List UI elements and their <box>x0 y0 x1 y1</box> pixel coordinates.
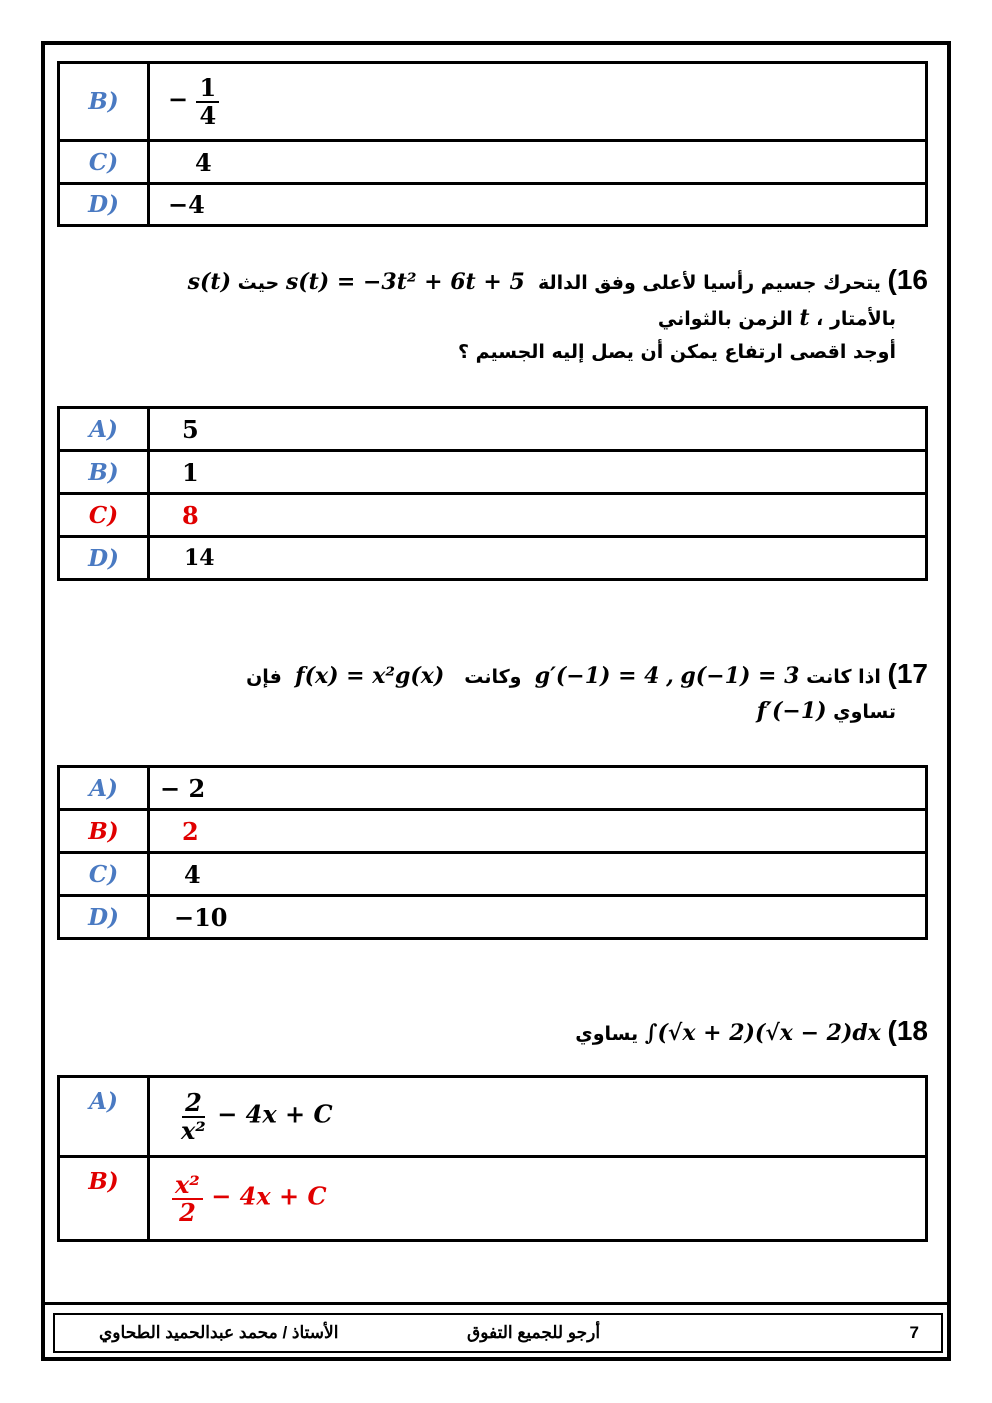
question-number: 17) <box>887 658 928 689</box>
option-row[interactable] <box>59 63 927 141</box>
option-row-correct[interactable] <box>59 1157 927 1241</box>
option-label: A) <box>59 408 149 451</box>
footer-wish: أرجو للجميع التفوق <box>467 1323 601 1342</box>
option-value: −4 <box>149 184 927 226</box>
option-value: −10 <box>149 896 927 939</box>
page-footer <box>41 1302 951 1363</box>
option-value: 4 <box>149 141 927 184</box>
option-value: $\frac{\text{x²}}{2}$ − 4x + C <box>149 1157 927 1241</box>
option-label: A) <box>59 767 149 810</box>
option-label: B) <box>59 1157 149 1241</box>
option-value: 14 <box>149 537 927 580</box>
option-value: 4 <box>149 853 927 896</box>
option-label: D) <box>59 184 149 226</box>
option-row[interactable] <box>59 1077 927 1157</box>
q16-line2: بالأمتار ، t الزمن بالثواني <box>657 305 896 331</box>
footer-teacher: الأستاذ / محمد عبدالحميد الطحاوي <box>99 1323 339 1342</box>
option-value: − 2 <box>149 767 927 810</box>
option-label: B) <box>59 451 149 494</box>
option-value: 8 <box>149 494 927 537</box>
option-row[interactable] <box>59 537 927 580</box>
option-row[interactable] <box>59 767 927 810</box>
option-row-correct[interactable] <box>59 810 927 853</box>
option-label: A) <box>59 1077 149 1157</box>
q17-options-table <box>57 765 928 940</box>
q15-options-table <box>57 61 928 227</box>
option-value: 5 <box>149 408 927 451</box>
option-label: C) <box>59 853 149 896</box>
option-row[interactable] <box>59 853 927 896</box>
q18-line1: 18) ∫(√x + 2)(√x − 2)dx يساوي <box>575 1015 928 1046</box>
q16-line1: 16) يتحرك جسيم رأسيا لأعلى وفق الدالة s(t) = −3t² + 6t + 5 حيث s(t) <box>187 264 928 295</box>
page-number: 7 <box>909 1323 919 1342</box>
option-label: B) <box>59 63 149 141</box>
option-row[interactable] <box>59 451 927 494</box>
option-row[interactable] <box>59 896 927 939</box>
option-label: C) <box>59 141 149 184</box>
option-label: D) <box>59 896 149 939</box>
option-value: 2 <box>149 810 927 853</box>
option-row[interactable] <box>59 184 927 226</box>
question-number: 18) <box>887 1015 928 1046</box>
option-value: $\frac{2}{\text{x²}}$ − 4x + C <box>149 1077 927 1157</box>
option-row[interactable] <box>59 408 927 451</box>
option-label: B) <box>59 810 149 853</box>
option-label: D) <box>59 537 149 580</box>
option-row[interactable] <box>59 141 927 184</box>
option-value: 1 <box>149 451 927 494</box>
option-label: C) <box>59 494 149 537</box>
q17-line2: تساوي f′(−1) <box>756 698 896 724</box>
question-number: 16) <box>887 264 928 295</box>
q16-options-table <box>57 406 928 581</box>
option-row-correct[interactable] <box>59 494 927 537</box>
q18-options-table <box>57 1075 928 1242</box>
q16-line3: أوجد اقصى ارتفاع يمكن أن يصل إليه الجسيم ؟ <box>457 341 896 363</box>
option-value: − $\frac{1}{4}$ <box>149 63 927 141</box>
q17-line1: 17) اذا كانت g(−1) = 3 , g′(−1) = 4 وكانت f(x) = x²g(x) فإن <box>246 658 928 689</box>
footer-box <box>53 1313 943 1353</box>
